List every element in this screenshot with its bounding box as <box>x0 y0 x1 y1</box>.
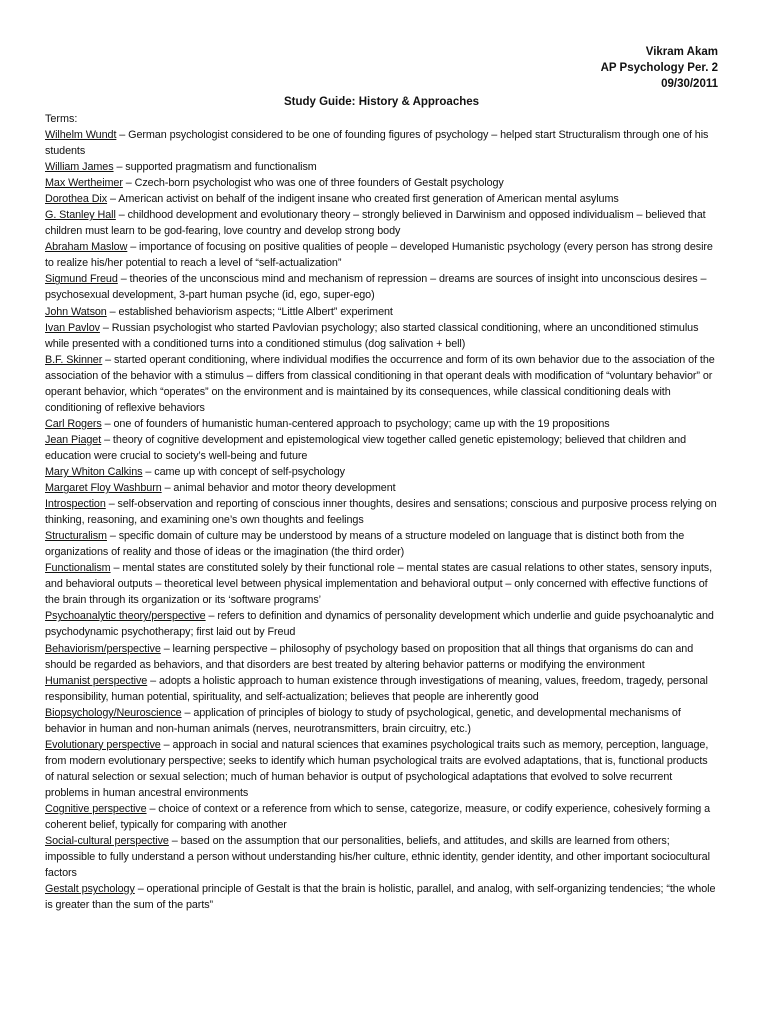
term-name: Introspection <box>45 498 106 511</box>
term-definition: – one of founders of humanistic human-centered approach to psychology; came up with the 19 propositions <box>101 417 610 430</box>
term-definition: – learning perspective – philosophy of psychology based on proposition that all things that organisms do can and should be regarded as behaviors, and that disorders are best treated by altering behavior patterns or modifying the environment <box>45 642 694 671</box>
term-entry <box>45 608 718 640</box>
term-name: Behaviorism/perspective <box>45 642 161 655</box>
term-definition: – American activist on behalf of the indigent insane who created first generation of American mental asylums <box>107 193 619 206</box>
student-name: Vikram Akam <box>645 46 718 58</box>
term-entry <box>45 641 718 673</box>
term-entry <box>45 833 718 881</box>
term-definition: – started operant conditioning, where individual modifies the occurrence and form of its own behavior due to the association of the association of the behavior with a stimulus – differs from classical conditioning in that operant deals with modification of “voluntary behavior” or operant behavior, which “operates” on the environment and is maintained by its consequences, while classical conditioning deals with conditioning of reflexive behaviors <box>45 353 715 414</box>
term-definition: – Czech-born psychologist who was one of three founders of Gestalt psychology <box>122 177 504 190</box>
term-entry <box>45 352 718 416</box>
term-name: Psychoanalytic theory/perspective <box>45 610 206 623</box>
term-definition: – application of principles of biology to study of psychological, genetic, and developmental mechanisms of behavior in human and non-human animals (nerves, neurotransmitters, brain circuitry, etc.) <box>45 706 681 735</box>
term-entry <box>45 737 718 801</box>
term-entry <box>45 528 718 560</box>
term-entry <box>45 496 718 528</box>
term-name: Abraham Maslow <box>45 241 128 254</box>
terms-label: Terms: <box>45 113 78 125</box>
term-definition: – supported pragmatism and functionalism <box>113 161 317 174</box>
term-name: G. Stanley Hall <box>45 209 116 222</box>
term-definition: – childhood development and evolutionary theory – strongly believed in Darwinism and opposed individualism – believed that children must learn to be god-fearing, love country and develop strong body <box>45 209 706 238</box>
term-name: Structuralism <box>45 530 107 543</box>
term-entry <box>45 673 718 705</box>
term-entry <box>45 304 718 320</box>
term-entry <box>45 320 718 352</box>
term-name: Margaret Floy Washburn <box>45 482 162 495</box>
term-name: Ivan Pavlov <box>45 321 100 334</box>
term-definition: – specific domain of culture may be understood by means of a structure modeled on language that is distinct both from the organizations of reality and those of ideas or the imagination (the third order) <box>45 530 685 559</box>
term-name: Max Wertheimer <box>45 177 123 190</box>
term-entry <box>45 207 718 239</box>
term-definition: – theories of the unconscious mind and mechanism of repression – dreams are sources of insight into unconscious desires – psychosexual development, 3-part human psyche (id, ego, super-ego) <box>45 273 707 302</box>
term-entry <box>45 480 718 496</box>
term-definition: – based on the assumption that our personalities, beliefs, and attitudes, and skills are learned from others; impossible to fully understand a person without understanding his/her culture, ethnic identity, gender identity, and other important sociocultural factors <box>45 835 710 880</box>
term-entry <box>45 705 718 737</box>
term-entry <box>45 191 718 207</box>
term-name: William James <box>45 161 114 174</box>
term-name: John Watson <box>45 305 107 318</box>
term-name: Carl Rogers <box>45 417 102 430</box>
term-list <box>45 127 718 913</box>
term-definition: – animal behavior and motor theory development <box>161 482 396 495</box>
term-definition: – mental states are constituted solely by their functional role – mental states are casual relations to other states, sensory inputs, and behavioral outputs – theoretical level between physical implementation and behavioral output – only concerned with effective functions of the brain through its organization or its ‘software programs’ <box>45 562 713 607</box>
term-name: Biopsychology/Neuroscience <box>45 706 182 719</box>
class-name: AP Psychology Per. 2 <box>600 62 718 74</box>
term-name: B.F. Skinner <box>45 353 103 366</box>
term-entry <box>45 271 718 303</box>
term-name: Dorothea Dix <box>45 193 108 206</box>
term-name: Humanist perspective <box>45 674 148 687</box>
term-entry <box>45 801 718 833</box>
term-name: Mary Whiton Calkins <box>45 465 143 478</box>
term-entry <box>45 159 718 175</box>
term-definition: – established behaviorism aspects; “Little Albert” experiment <box>106 305 393 318</box>
term-name: Social-cultural perspective <box>45 835 169 848</box>
term-entry <box>45 881 718 913</box>
term-entry <box>45 560 718 608</box>
term-definition: – operational principle of Gestalt is that the brain is holistic, parallel, and analog, with self-organizing tendencies; “the whole is greater than the sum of the parts” <box>45 883 716 912</box>
term-name: Evolutionary perspective <box>45 738 161 751</box>
term-definition: – importance of focusing on positive qualities of people – developed Humanistic psychology (every person has strong desire to realize his/her potential to reach a level of “self-actualization” <box>45 241 713 270</box>
term-entry <box>45 432 718 464</box>
term-entry <box>45 464 718 480</box>
term-definition: – self-observation and reporting of conscious inner thoughts, desires and sensations; conscious and purposive process relying on thinking, reasoning, and examining one’s own thoughts and feelings <box>45 498 717 527</box>
term-entry <box>45 175 718 191</box>
term-definition: – approach in social and natural sciences that examines psychological traits such as memory, perception, language, from modern evolutionary perspective; seeks to identify which human psychological traits are evolved adaptations, that is, functional products of natural selection or sexual selection; much of human behavior is output of psychological adaptations that evolved to solve recurrent problems in human ancestral environments <box>45 738 709 799</box>
term-name: Jean Piaget <box>45 433 102 446</box>
term-name: Cognitive perspective <box>45 802 147 815</box>
term-name: Sigmund Freud <box>45 273 118 286</box>
term-definition: – refers to definition and dynamics of personality development which underlie and guide psychoanalytic and psychodynamic psychotherapy; first laid out by Freud <box>45 610 714 639</box>
term-definition: – choice of context or a reference from which to sense, categorize, measure, or codify experience, cohesively forming a coherent belief, typically for comparing with another <box>45 802 711 832</box>
term-definition: – came up with concept of self-psychology <box>142 465 345 478</box>
term-definition: – adopts a holistic approach to human existence through investigations of meaning, values, freedom, tragedy, personal responsibility, human potential, spirituality, and self-actualization; believes that people are inherently good <box>45 674 708 703</box>
term-entry <box>45 239 718 271</box>
term-definition: – theory of cognitive development and epistemological view together called genetic epistemology; believed that children and education were crucial to society’s well-being and future <box>45 433 687 462</box>
term-entry <box>45 127 718 159</box>
term-name: Wilhelm Wundt <box>45 129 117 141</box>
term-definition: – Russian psychologist who started Pavlovian psychology; also started classical conditioning, where an unconditioned stimulus while presented with a conditioned turns into a conditioned stimulus (dog salivation + bell) <box>45 321 699 350</box>
term-definition: – German psychologist considered to be one of founding figures of psychology – helped start Structuralism through one of his students <box>45 129 709 158</box>
term-entry <box>45 416 718 432</box>
term-name: Gestalt psychology <box>45 883 135 896</box>
document-date: 09/30/2011 <box>661 78 718 90</box>
header-block <box>45 44 718 92</box>
term-name: Functionalism <box>45 562 111 575</box>
document-title: Study Guide: History & Approaches <box>283 96 480 108</box>
